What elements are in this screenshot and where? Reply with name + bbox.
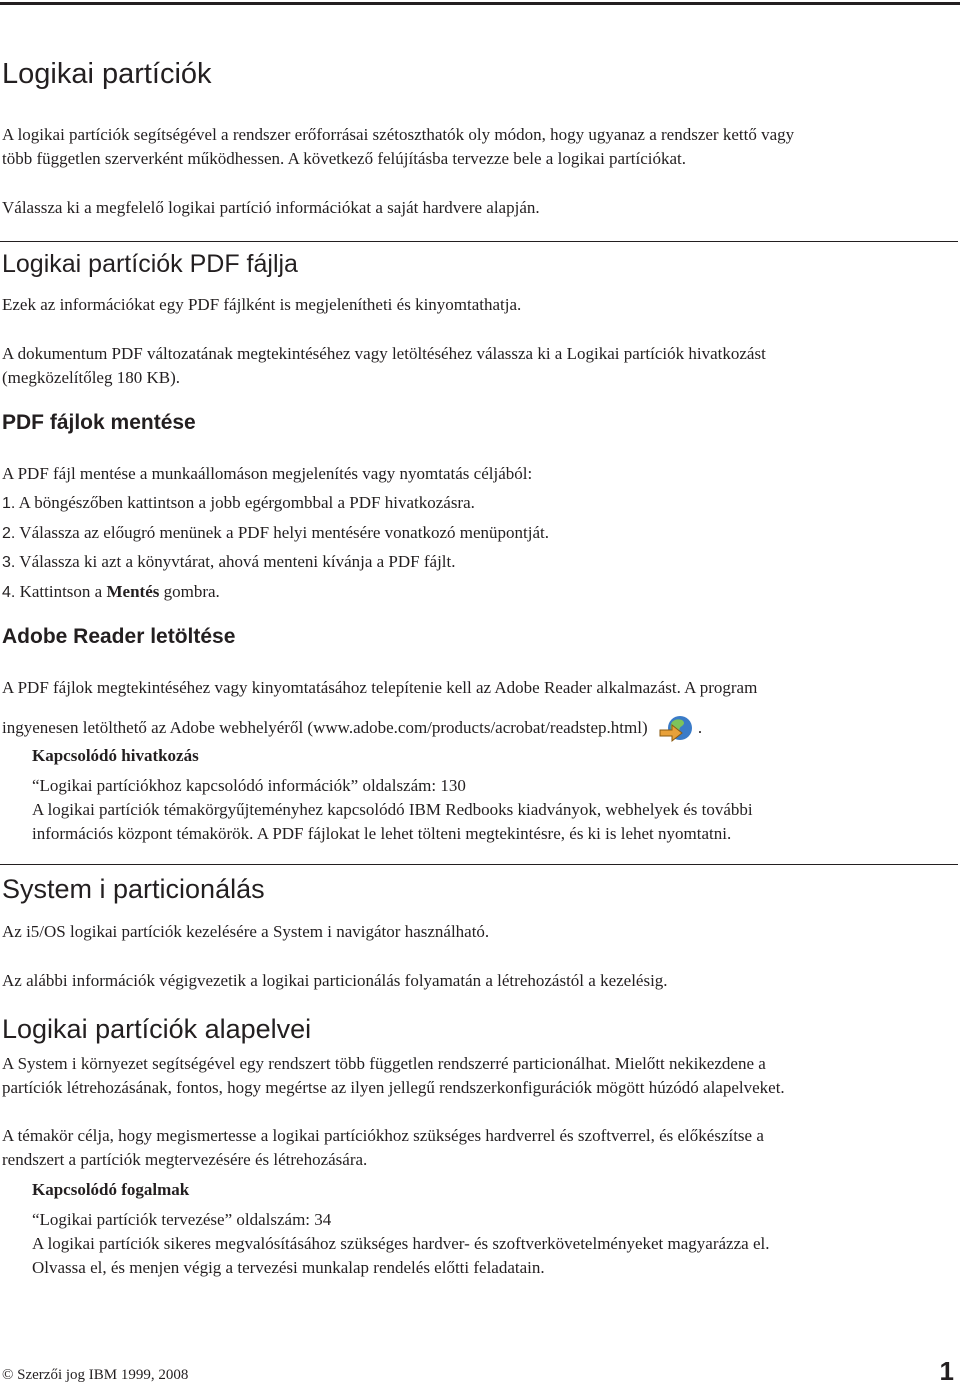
related-link-planning[interactable]: “Logikai partíciók tervezése” oldalszám: 34 (32, 1210, 332, 1229)
save-intro: A PDF fájl mentése a munkaállomáson megjelenítés vagy nyomtatás céljából: (2, 464, 533, 483)
step-text: Válassza ki azt a könyvtárat, ahová menteni kívánja a PDF fájlt. (19, 552, 456, 571)
pdf-download-line-1: A dokumentum PDF változatának megtekintéséhez vagy letöltéséhez válassza ki a Logikai partíciók hivatkozást (2, 344, 766, 363)
concepts-p1-line-2: partíciók létrehozásának, fontos, hogy megértse az ilyen jellegű rendszerkonfigurációk mögött húzódó alapelveket. (2, 1078, 785, 1097)
external-link-icon[interactable] (658, 713, 698, 743)
adobe-line-1: A PDF fájlok megtekintéséhez vagy kinyomtatásához telepítenie kell az Adobe Reader alkalmazást. A program (2, 678, 758, 697)
step-number: 1. (2, 495, 16, 512)
concepts-p2-line-2: rendszert a partíciók megtervezésére és létrehozására. (2, 1150, 368, 1169)
section-title-save: PDF fájlok mentése (2, 411, 196, 434)
section-title-pdf: Logikai partíciók PDF fájlja (2, 250, 298, 278)
section-rule (0, 241, 958, 242)
section-title-adobe: Adobe Reader letöltése (2, 625, 236, 648)
pdf-info: Ezek az információkat egy PDF fájlként is megjelenítheti és kinyomtathatja. (2, 295, 522, 314)
save-button-label: Mentés (106, 582, 160, 601)
intro-line-2: több független szerverként működhessen. A következő felújításba tervezze bele a logikai partíciókat. (2, 149, 687, 168)
copyright: © Szerzői jog IBM 1999, 2008 (2, 1367, 189, 1383)
related-desc-line-1: A logikai partíciók témakörgyűjteményhez kapcsolódó IBM Redbooks kiadványok, webhelyek és további (32, 800, 753, 819)
step-3 (2, 550, 456, 575)
related-links-heading: Kapcsolódó hivatkozás (32, 746, 199, 765)
concepts-p2-line-1: A témakör célja, hogy megismertesse a logikai partíciókhoz szükséges hardverrel és szoftverrel, és előkészítse a (2, 1126, 764, 1145)
adobe-line-2 (2, 713, 702, 743)
step-text-pre: Kattintson a (19, 582, 107, 601)
step-2 (2, 521, 549, 546)
step-text: Válassza az előugró menünek a PDF helyi mentésére vonatkozó menüpontját. (19, 523, 549, 542)
section-title-concepts: Logikai partíciók alapelvei (2, 1014, 312, 1044)
step-text: A böngészőben kattintson a jobb egérgombbal a PDF hivatkozásra. (18, 493, 475, 512)
step-text-post: gombra. (159, 582, 220, 601)
page-title: Logikai partíciók (2, 58, 212, 90)
concepts-p1-line-1: A System i környezet segítségével egy rendszert több független rendszerré particionálhat. Mielőtt nekikezdene a (2, 1054, 766, 1073)
adobe-url-text[interactable]: ingyenesen letölthető az Adobe webhelyéről (www.adobe.com/products/acrobat/readstep.html) (2, 718, 648, 737)
step-number: 3. (2, 554, 16, 571)
intro-choose: Válassza ki a megfelelő logikai partíció információkat a saját hardvere alapján. (2, 198, 540, 217)
step-1 (2, 491, 475, 516)
related-desc-line-2: információs központ témakörök. A PDF fájlokat le lehet tölteni megtekintésre, és ki is lehet nyomtatni. (32, 824, 732, 843)
top-rule (0, 2, 960, 5)
step-number: 4. (2, 584, 16, 601)
step-number: 2. (2, 525, 16, 542)
system-i-p2: Az alábbi információk végigvezetik a logikai particionálás folyamatán a létrehozástól a kezelésig. (2, 971, 668, 990)
intro-line-1: A logikai partíciók segítségével a rendszer erőforrásai szétoszthatók oly módon, hogy ugyanaz a rendszer kettő vagy (2, 125, 795, 144)
step-4 (2, 580, 220, 605)
related-concepts-heading: Kapcsolódó fogalmak (32, 1180, 190, 1199)
planning-desc-line-2: Olvassa el, és menjen végig a tervezési munkalap rendelés előtti feladatain. (32, 1258, 545, 1277)
system-i-p1: Az i5/OS logikai partíciók kezelésére a System i navigátor használható. (2, 922, 490, 941)
pdf-download-line-2: (megközelítőleg 180 KB). (2, 368, 180, 387)
planning-desc-line-1: A logikai partíciók sikeres megvalósításához szükséges hardver- és szoftverkövetelményeket magyarázza el. (32, 1234, 770, 1253)
adobe-line-end: . (697, 718, 703, 737)
section-rule (0, 864, 958, 865)
related-link-info[interactable]: “Logikai partíciókhoz kapcsolódó információk” oldalszám: 130 (32, 776, 466, 795)
page-number: 1 (939, 1356, 954, 1386)
section-title-system-i: System i particionálás (2, 874, 265, 904)
